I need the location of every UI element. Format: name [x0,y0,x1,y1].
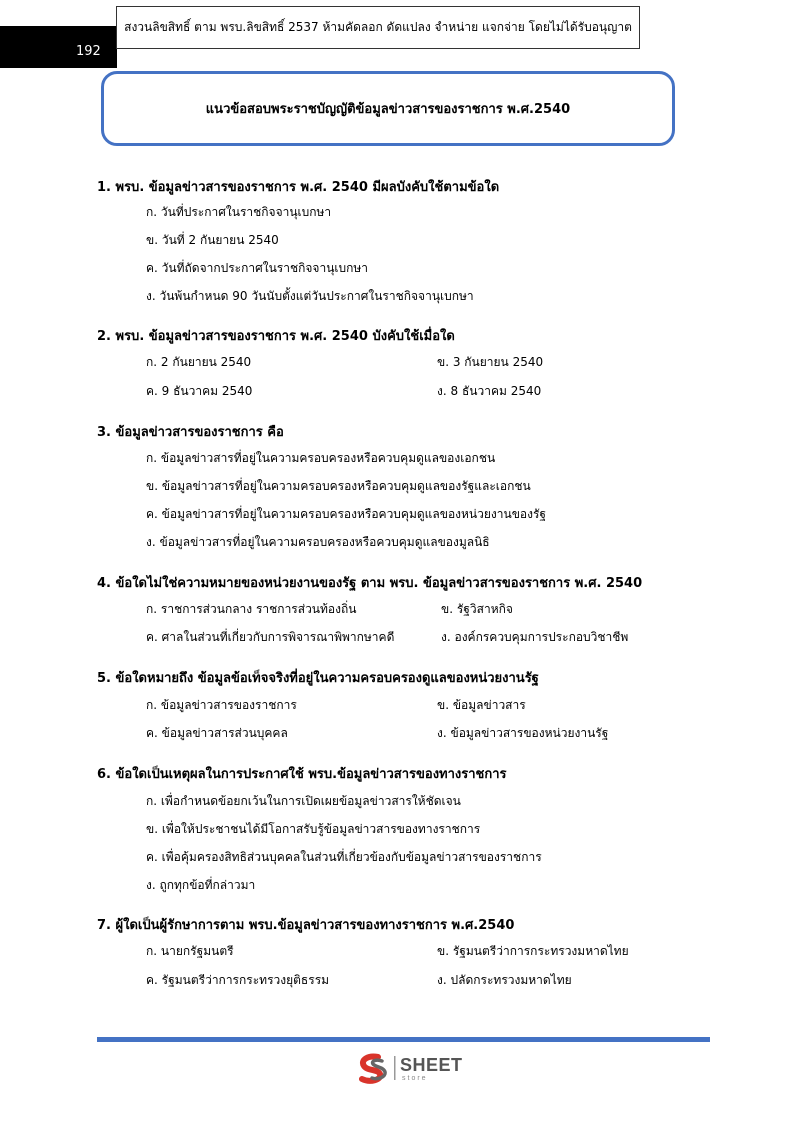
question-3-option-c: ค. ข้อมูลข่าวสารที่อยู่ในความครอบครองหรือควบคุมดูแลของหน่วยงานของรัฐ [146,507,547,521]
copyright-text: สงวนลิขสิทธิ์ ตาม พรบ.ลิขสิทธิ์ 2537 ห้ามคัดลอก ดัดแปลง จำหน่าย แจกจ่าย โดยไม่ได้รับอนุญาต [124,20,632,34]
question-4: 4. ข้อใดไม่ใช่ความหมายของหน่วยงานของรัฐ ตาม พรบ. ข้อมูลข่าวสารของราชการ พ.ศ. 2540 [97,576,643,591]
question-3-option-b: ข. ข้อมูลข่าวสารที่อยู่ในความครอบครองหรือควบคุมดูแลของรัฐและเอกชน [146,479,531,493]
logo-subtext: store [402,1075,428,1082]
question-4-option-c: ค. ศาลในส่วนที่เกี่ยวกับการพิจารณาพิพากษาคดี [146,630,395,644]
question-5-option-a: ก. ข้อมูลข่าวสารของราชการ [146,698,297,712]
title-box [101,71,675,146]
page-number: 192 [76,44,101,59]
question-3-option-a: ก. ข้อมูลข่าวสารที่อยู่ในความครอบครองหรือควบคุมดูแลของเอกชน [146,451,496,465]
question-6-option-c: ค. เพื่อคุ้มครองสิทธิส่วนบุคคลในส่วนที่เกี่ยวข้องกับข้อมูลข่าวสารของราชการ [146,850,542,864]
question-1-option-c: ค. วันที่ถัดจากประกาศในราชกิจจานุเบกษา [146,261,369,275]
question-3-option-d: ง. ข้อมูลข่าวสารที่อยู่ในความครอบครองหรือควบคุมดูแลของมูลนิธิ [146,535,490,549]
question-5-option-d: ง. ข้อมูลข่าวสารของหน่วยงานรัฐ [437,726,609,740]
question-4-option-d: ง. องค์กรควบคุมการประกอบวิชาชีพ [441,630,629,644]
question-6-option-a: ก. เพื่อกำหนดข้อยกเว้นในการเปิดเผยข้อมูลข่าวสารให้ชัดเจน [146,794,461,808]
question-7-option-c: ค. รัฐมนตรีว่าการกระทรวงยุติธรรม [146,973,330,987]
question-1-option-a: ก. วันที่ประกาศในราชกิจจานุเบกษา [146,205,332,219]
question-4-option-b: ข. รัฐวิสาหกิจ [441,602,513,616]
footer-divider [97,1037,710,1042]
question-5-option-c: ค. ข้อมูลข่าวสารส่วนบุคคล [146,726,288,740]
question-5: 5. ข้อใดหมายถึง ข้อมูลข้อเท็จจริงที่อยู่ในความครอบครองดูแลของหน่วยงานรัฐ [97,671,539,686]
question-1-option-d: ง. วันพ้นกำหนด 90 วันนับตั้งแต่วันประกาศในราชกิจจานุเบกษา [146,289,474,303]
question-4-option-a: ก. ราชการส่วนกลาง ราชการส่วนท้องถิ่น [146,602,357,616]
question-7-option-a: ก. นายกรัฐมนตรี [146,944,234,958]
question-1: 1. พรบ. ข้อมูลข่าวสารของราชการ พ.ศ. 2540 มีผลบังคับใช้ตามข้อใด [97,180,500,195]
question-2: 2. พรบ. ข้อมูลข่าวสารของราชการ พ.ศ. 2540 บังคับใช้เมื่อใด [97,329,455,344]
question-2-option-a: ก. 2 กันยายน 2540 [146,355,252,369]
question-5-option-b: ข. ข้อมูลข่าวสาร [437,698,526,712]
question-7-option-b: ข. รัฐมนตรีว่าการกระทรวงมหาดไทย [437,944,629,958]
copyright-banner [116,6,640,49]
question-1-option-b: ข. วันที่ 2 กันยายน 2540 [146,233,279,247]
question-7-option-d: ง. ปลัดกระทรวงมหาดไทย [437,973,572,987]
logo-wordmark: SHEET [400,1055,463,1075]
question-6: 6. ข้อใดเป็นเหตุผลในการประกาศใช้ พรบ.ข้อมูลข่าวสารของทางราชการ [97,767,507,782]
page-title: แนวข้อสอบพระราชบัญญัติข้อมูลข่าวสารของราชการ พ.ศ.2540 [205,102,571,117]
question-2-option-c: ค. 9 ธันวาคม 2540 [146,384,253,398]
question-3: 3. ข้อมูลข่าวสารของราชการ คือ [97,425,284,440]
question-6-option-d: ง. ถูกทุกข้อที่กล่าวมา [146,878,256,892]
question-7: 7. ผู้ใดเป็นผู้รักษาการตาม พรบ.ข้อมูลข่าวสารของทางราชการ พ.ศ.2540 [97,918,515,933]
question-6-option-b: ข. เพื่อให้ประชาชนได้มีโอกาสรับรู้ข้อมูลข่าวสารของทางราชการ [146,822,481,836]
question-2-option-d: ง. 8 ธันวาคม 2540 [437,384,542,398]
question-2-option-b: ข. 3 กันยายน 2540 [437,355,544,369]
